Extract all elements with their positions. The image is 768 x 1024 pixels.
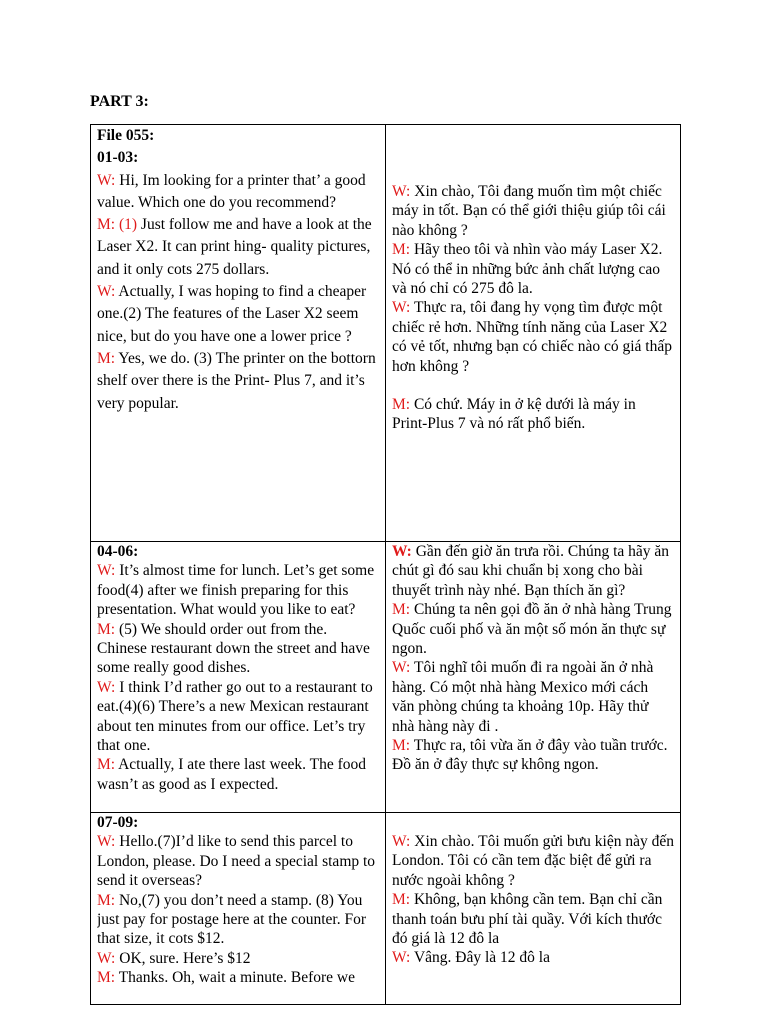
speaker-label: W: — [392, 833, 411, 850]
dialogue-line — [97, 620, 379, 678]
speaker-label: W: — [97, 949, 116, 967]
dialogue-text: OK, sure. Here’s $12 — [115, 949, 251, 967]
speaker-label: W: — [392, 543, 412, 560]
translation-text: Xin chào. Tôi muốn gửi bưu kiện này đến London. Tôi có cần tem đặc biệt để gửi ra nước ngoài không ? — [392, 833, 674, 889]
table-row-section-3 — [91, 813, 681, 1005]
dialogue-line — [97, 968, 379, 985]
speaker-label: W: — [97, 678, 116, 696]
dialogue-line — [97, 678, 379, 756]
dialogue-text: Actually, I ate there last week. The food wasn’t as good as I expected. — [97, 756, 367, 793]
dialogue-text: (5) We should order out from the. Chinese restaurant down the street and have some really good dishes. — [97, 620, 370, 677]
speaker-label: M: — [392, 396, 411, 414]
vietnamese-cell-1 — [386, 125, 681, 542]
translation-text: Tôi nghĩ tôi muốn đi ra ngoài ăn ở nhà hàng. Có một nhà hàng Mexico mới cách văn phòng chúng ta khoảng 10p. Hãy thử nhà hàng này đi . — [392, 659, 654, 735]
speaker-label: M: — [97, 891, 116, 909]
translation-line — [392, 182, 674, 240]
translation-text: Vâng. Đây là 12 đô la — [410, 949, 550, 967]
translation-line — [392, 298, 674, 376]
dialogue-line — [97, 755, 379, 794]
speaker-label: M: — [97, 756, 116, 774]
dialogue-text: Hi, Im looking for a printer that’ a good value. Which one do you recommend? — [97, 171, 366, 211]
dialogue-text: I think I’d rather go out to a restaurant to eat.(4)(6) There’s a new Mexican restaurant about ten minutes from our office. Let’s try that one. — [97, 678, 373, 755]
translation-line — [392, 600, 674, 658]
speaker-label: M: — [97, 349, 116, 367]
translation-text: Chúng ta nên gọi đồ ăn ở nhà hàng Trung Quốc cuối phố và ăn một số món ăn thực sự ngon. — [392, 601, 672, 658]
translation-line — [392, 395, 674, 434]
dialogue-line — [97, 891, 379, 949]
speaker-label: W: — [97, 562, 116, 580]
page-title: PART 3: — [90, 93, 149, 110]
table-row-section-1 — [91, 125, 681, 542]
translation-text: Xin chào, Tôi đang muốn tìm một chiếc máy in tốt. Bạn có thể giới thiệu giúp tôi cái nào không ? — [392, 183, 666, 239]
english-cell-1 — [91, 125, 386, 542]
translation-text: Gần đến giờ ăn trưa rồi. Chúng ta hãy ăn chút gì đó sau khi chuẩn bị xong cho bài thuyết trình này nhé. Bạn thích ăn gì? — [392, 543, 670, 599]
file-label: File 055: — [97, 127, 155, 144]
dialogue-text: It’s almost time for lunch. Let’s get some food(4) after we finish preparing for this presentation. What would you like to eat? — [97, 562, 375, 619]
translation-text: Thực ra, tôi đang hy vọng tìm được một chiếc rẻ hơn. Những tính năng của Laser X2 có vẻ tốt, nhưng bạn có chiếc nào có giá thấp hơn không ? — [392, 299, 672, 375]
speaker-label: W: — [392, 949, 411, 967]
speaker-label: W: — [97, 833, 116, 851]
translation-line — [392, 658, 674, 736]
dialogue-line — [97, 214, 379, 281]
dialogue-line — [97, 832, 379, 890]
translation-line — [392, 948, 674, 967]
dialogue-line — [97, 561, 379, 619]
vietnamese-cell-2 — [386, 542, 681, 813]
speaker-label: M: — [392, 891, 411, 909]
speaker-label: M: (1) — [97, 216, 138, 234]
dialogue-line — [97, 348, 379, 415]
dialogue-line — [97, 170, 379, 215]
speaker-label: M: — [97, 969, 116, 985]
speaker-label: W: — [392, 183, 411, 200]
speaker-label: M: — [97, 620, 116, 638]
section-range: 04-06: — [97, 543, 139, 560]
dialogue-line — [97, 949, 379, 968]
section-range: 07-09: — [97, 814, 139, 831]
english-cell-3 — [91, 813, 386, 1005]
speaker-label: M: — [392, 241, 411, 259]
spacer — [392, 376, 674, 395]
english-cell-2 — [91, 542, 386, 813]
table-row-section-2 — [91, 542, 681, 813]
speaker-label: W: — [97, 283, 116, 301]
dialogue-line — [97, 281, 379, 348]
translation-line — [392, 832, 674, 890]
translation-line — [392, 890, 674, 948]
vietnamese-cell-3 — [386, 813, 681, 1005]
translation-line — [392, 240, 674, 298]
translation-line — [392, 736, 674, 775]
speaker-label: W: — [97, 171, 116, 189]
translation-text: Hãy theo tôi và nhìn vào máy Laser X2. Nó có thể in những bức ảnh chất lượng cao và nó chỉ có 275 đô la. — [392, 241, 663, 298]
speaker-label: M: — [392, 601, 411, 619]
dialogue-text: Just follow me and have a look at the Laser X2. It can print hing- quality pictures, and it only cots 275 dollars. — [97, 216, 372, 278]
speaker-label: W: — [392, 659, 411, 677]
cell-content — [97, 813, 379, 985]
translation-line — [392, 542, 674, 600]
section-range: 01-03: — [97, 149, 139, 167]
dialogue-text: No,(7) you don’t need a stamp. (8) You just pay for postage here at the counter. For that size, it cots $12. — [97, 891, 367, 948]
speaker-label: W: — [392, 299, 411, 317]
speaker-label: M: — [392, 737, 411, 755]
dialogue-text: Hello.(7)I’d like to send this parcel to London, please. Do I need a special stamp to send it overseas? — [97, 833, 376, 890]
translation-text: Thực ra, tôi vừa ăn ở đây vào tuần trước. Đồ ăn ở đây thực sự không ngon. — [392, 737, 668, 774]
dialogue-text: Actually, I was hoping to find a cheaper one.(2) The features of the Laser X2 seem nice, but do you have one a lower price ? — [97, 283, 367, 345]
dialogue-text: Thanks. Oh, wait a minute. Before we — [115, 969, 355, 985]
dialog-table — [90, 124, 681, 1005]
translation-text: Không, bạn không cần tem. Bạn chỉ cần thanh toán bưu phí tài quầy. Với kích thước đó giá là 12 đô la — [392, 891, 663, 948]
translation-text: Có chứ. Máy in ở kệ dưới là máy in Print-Plus 7 và nó rất phổ biến. — [392, 396, 636, 433]
dialogue-text: Yes, we do. (3) The printer on the bottorn shelf over there is the Print- Plus 7, and it’s very popular. — [97, 349, 376, 412]
